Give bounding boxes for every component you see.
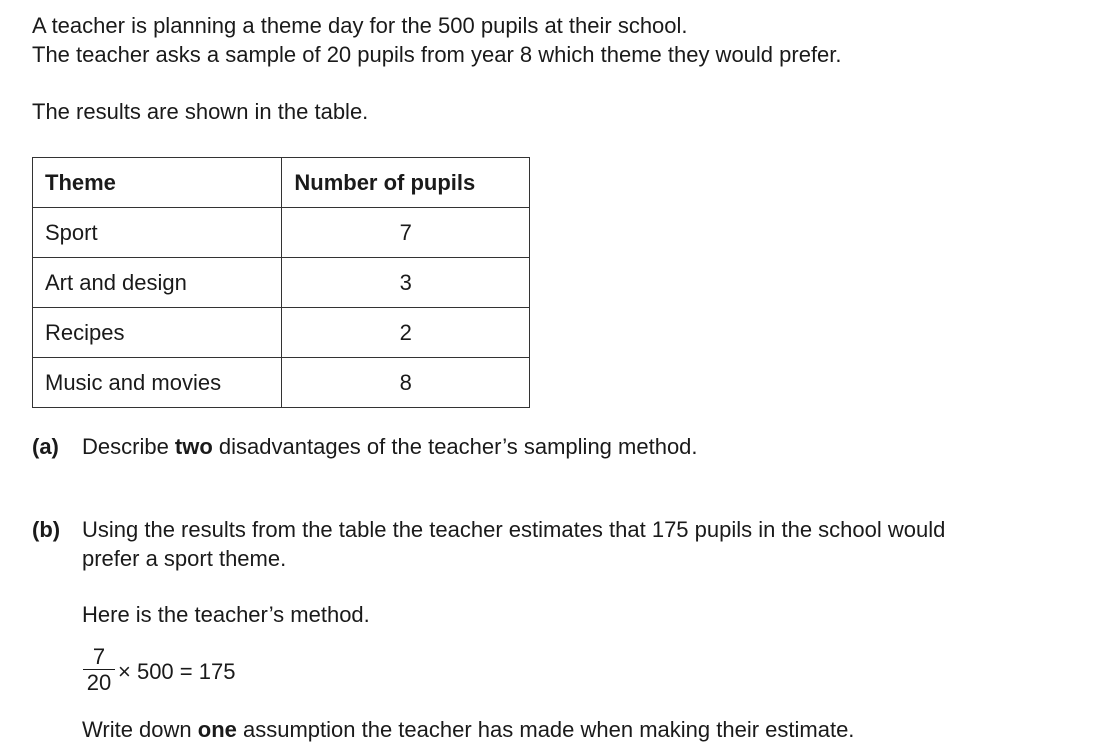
part-a-text-after: disadvantages of the teacher’s sampling method. (212, 434, 698, 459)
part-b-label: (b) (32, 517, 61, 542)
part-a-bold: two (174, 434, 213, 459)
header-theme: Theme (33, 158, 282, 208)
table-row (33, 258, 530, 308)
table-row (33, 208, 530, 258)
count-cell: 3 (282, 258, 530, 308)
theme-cell: Sport (33, 208, 282, 258)
table-row (33, 308, 530, 358)
theme-cell: Art and design (33, 258, 282, 308)
part-b-line-2: prefer a sport theme. (82, 546, 287, 571)
header-number-of-pupils: Number of pupils (282, 158, 530, 208)
part-b-question-after: assumption the teacher has made when making their estimate. (236, 717, 855, 742)
fraction-numerator: 7 (92, 644, 106, 669)
count-cell: 7 (282, 208, 530, 258)
method-expression: × 500 = 175 (118, 659, 236, 684)
fraction-denominator: 20 (86, 670, 112, 695)
part-a-question (82, 432, 698, 461)
part-a-text-before: Describe (82, 434, 175, 459)
method-fraction (82, 645, 116, 696)
part-b-question-before: Write down (82, 717, 198, 742)
count-cell: 2 (282, 308, 530, 358)
intro-line-2: The teacher asks a sample of 20 pupils from year 8 which theme they would prefer. (32, 42, 842, 67)
part-a-label: (a) (32, 434, 59, 459)
part-b-question-bold: one (197, 717, 237, 742)
theme-cell: Recipes (33, 308, 282, 358)
table-header-row (33, 158, 530, 208)
part-b-line-1: Using the results from the table the teacher estimates that 175 pupils in the school would (82, 517, 946, 542)
theme-cell: Music and movies (33, 358, 282, 408)
intro-line-3: The results are shown in the table. (32, 99, 369, 124)
method-intro: Here is the teacher’s method. (82, 602, 370, 627)
part-b-question (82, 715, 854, 744)
intro-line-1: A teacher is planning a theme day for the 500 pupils at their school. (32, 13, 688, 38)
results-table (32, 157, 530, 408)
count-cell: 8 (282, 358, 530, 408)
table-row (33, 358, 530, 408)
